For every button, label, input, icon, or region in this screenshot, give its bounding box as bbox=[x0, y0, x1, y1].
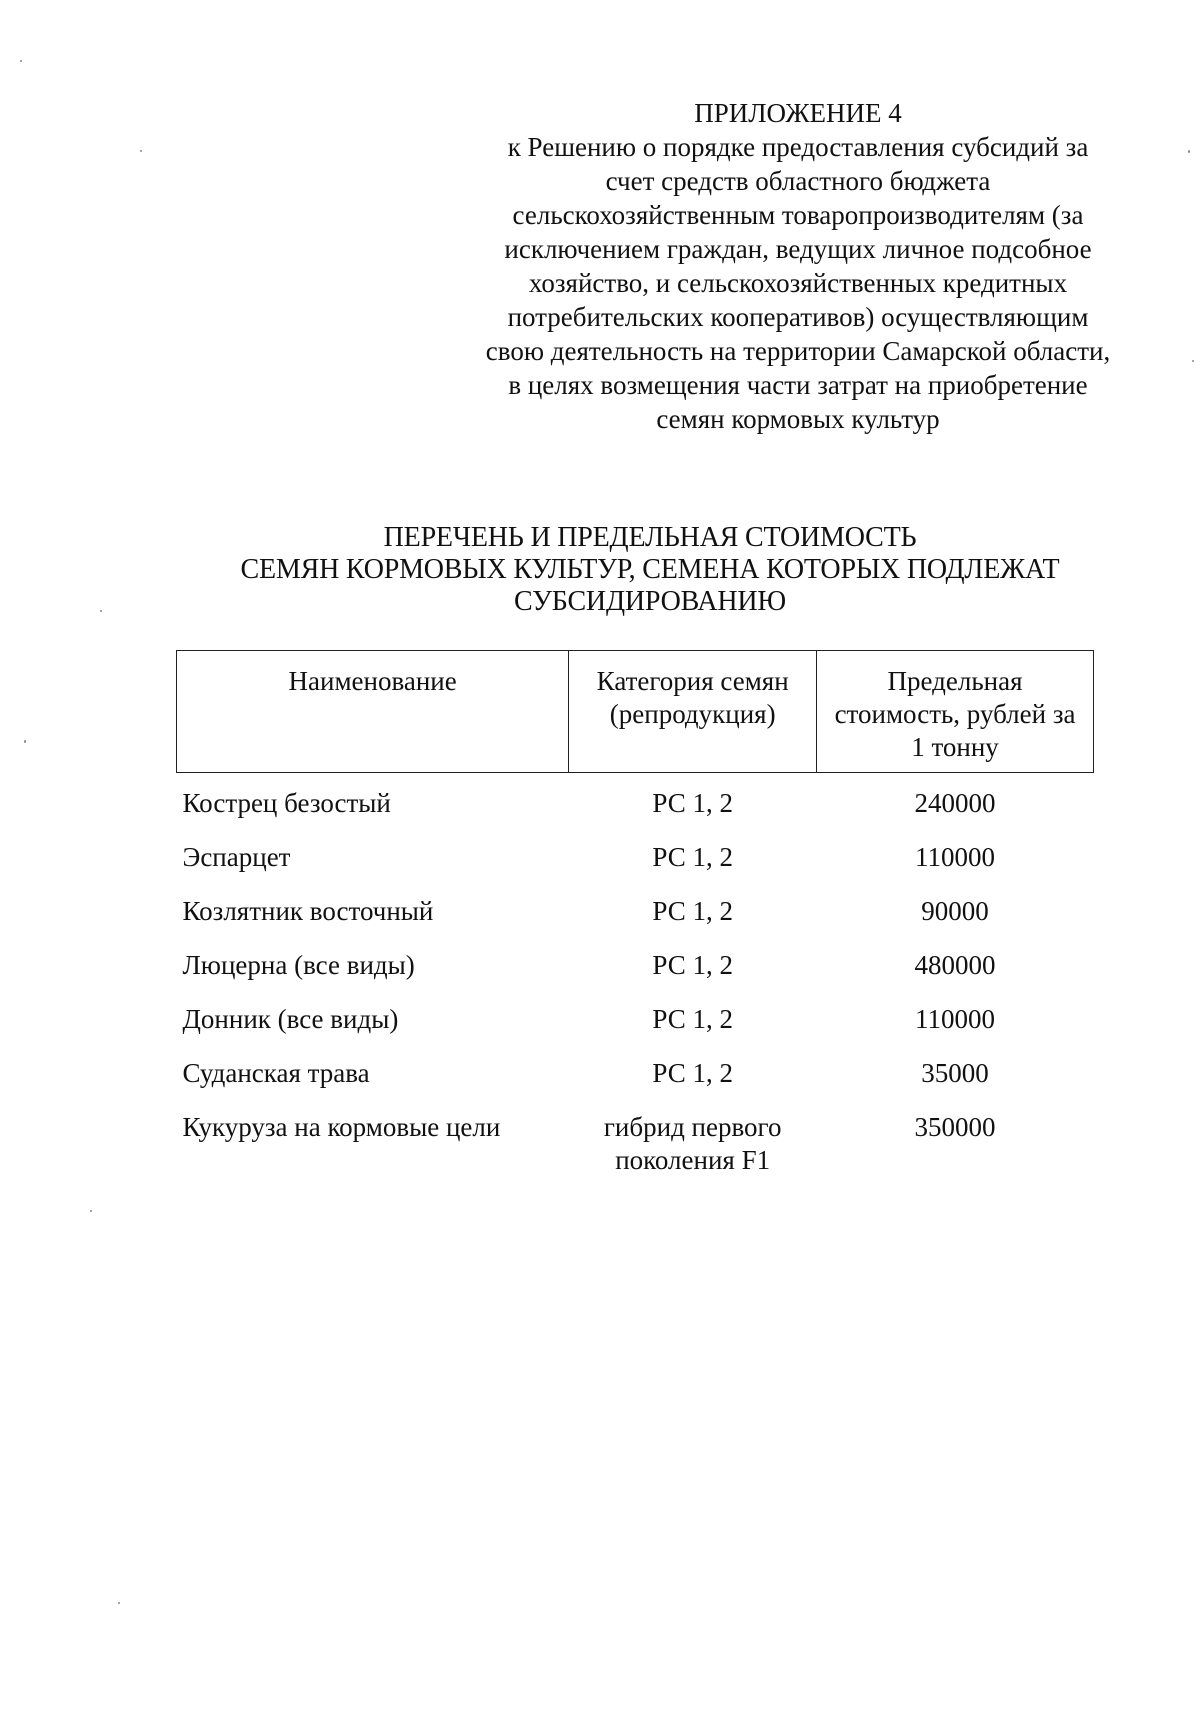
cell-category bbox=[569, 773, 817, 828]
seed-price-table bbox=[176, 650, 1094, 1177]
appendix-line: сельскохозяйственным товаропроизводителям (за bbox=[512, 200, 1084, 230]
category-text: гибрид первого bbox=[603, 1112, 782, 1142]
document-title bbox=[160, 522, 1140, 618]
document-title-line: ПЕРЕЧЕНЬ И ПРЕДЕЛЬНАЯ СТОИМОСТЬ bbox=[383, 522, 917, 553]
appendix-line: семян кормовых культур bbox=[656, 404, 940, 434]
header-text: стоимость, рублей за bbox=[834, 699, 1076, 729]
cell-name: Суданская трава bbox=[182, 1058, 370, 1088]
scan-speck bbox=[90, 1210, 92, 1212]
cell-price: 350000 bbox=[914, 1112, 996, 1142]
table-row bbox=[177, 773, 1094, 828]
cell-name: Кукуруза на кормовые цели bbox=[182, 1112, 501, 1142]
scan-speck bbox=[140, 150, 142, 152]
category-text: РС 1, 2 bbox=[652, 842, 733, 872]
table-row bbox=[177, 1043, 1094, 1097]
header-category bbox=[569, 651, 817, 773]
cell-name: Кострец безостый bbox=[182, 788, 391, 818]
table-header-row bbox=[177, 651, 1094, 773]
category-text: РС 1, 2 bbox=[652, 1004, 733, 1034]
appendix-line: свою деятельность на территории Самарской области, bbox=[485, 336, 1111, 366]
cell-price: 35000 bbox=[921, 1058, 989, 1088]
cell-name: Люцерна (все виды) bbox=[182, 950, 415, 980]
appendix-line: к Решению о порядке предоставления субсидий за bbox=[507, 132, 1089, 162]
cell-price: 90000 bbox=[921, 896, 989, 926]
cell-price: 110000 bbox=[915, 1004, 996, 1034]
cell-category bbox=[569, 1097, 817, 1177]
table-row bbox=[177, 1097, 1094, 1177]
category-text: РС 1, 2 bbox=[652, 788, 733, 818]
header-text: Категория семян bbox=[596, 666, 789, 696]
scan-speck bbox=[20, 60, 22, 62]
category-text: поколения F1 bbox=[615, 1145, 771, 1175]
header-text: (репродукция) bbox=[609, 699, 776, 729]
cell-name: Эспарцет bbox=[182, 842, 291, 872]
header-price bbox=[817, 651, 1094, 773]
cell-category bbox=[569, 881, 817, 935]
appendix-line: хозяйство, и сельскохозяйственных кредитных bbox=[528, 268, 1068, 298]
scan-speck bbox=[1188, 150, 1190, 153]
cell-category bbox=[569, 827, 817, 881]
cell-category bbox=[569, 989, 817, 1043]
cell-price: 110000 bbox=[915, 842, 996, 872]
table-row bbox=[177, 935, 1094, 989]
scan-speck bbox=[1192, 360, 1194, 362]
category-text: РС 1, 2 bbox=[652, 896, 733, 926]
cell-name: Донник (все виды) bbox=[182, 1004, 399, 1034]
appendix-line: в целях возмещения части затрат на приобретение bbox=[508, 370, 1088, 400]
appendix-line: исключением граждан, ведущих личное подсобное bbox=[504, 234, 1092, 264]
cell-category bbox=[569, 1043, 817, 1097]
header-text: Наименование bbox=[288, 666, 457, 696]
table-row bbox=[177, 827, 1094, 881]
scan-speck bbox=[100, 610, 102, 612]
category-text: РС 1, 2 bbox=[652, 1058, 733, 1088]
cell-price: 240000 bbox=[914, 788, 996, 818]
header-text: Предельная bbox=[887, 666, 1023, 696]
appendix-title: ПРИЛОЖЕНИЕ 4 bbox=[694, 98, 902, 128]
table-row bbox=[177, 989, 1094, 1043]
cell-name: Козлятник восточный bbox=[182, 896, 434, 926]
cell-price: 480000 bbox=[914, 950, 996, 980]
header-text: 1 тонну bbox=[911, 732, 999, 762]
cell-category bbox=[569, 935, 817, 989]
appendix-block bbox=[458, 96, 1138, 436]
header-name bbox=[177, 651, 569, 773]
document-title-line: СУБСИДИРОВАНИЮ bbox=[514, 586, 786, 617]
appendix-line: счет средств областного бюджета bbox=[605, 166, 991, 196]
category-text: РС 1, 2 bbox=[652, 950, 733, 980]
scan-speck bbox=[118, 1602, 120, 1604]
document-title-line: СЕМЯН КОРМОВЫХ КУЛЬТУР, СЕМЕНА КОТОРЫХ ПОДЛЕЖАТ bbox=[240, 554, 1060, 585]
scan-speck bbox=[24, 740, 26, 743]
table-row bbox=[177, 881, 1094, 935]
appendix-line: потребительских кооперативов) осуществляющим bbox=[507, 302, 1089, 332]
